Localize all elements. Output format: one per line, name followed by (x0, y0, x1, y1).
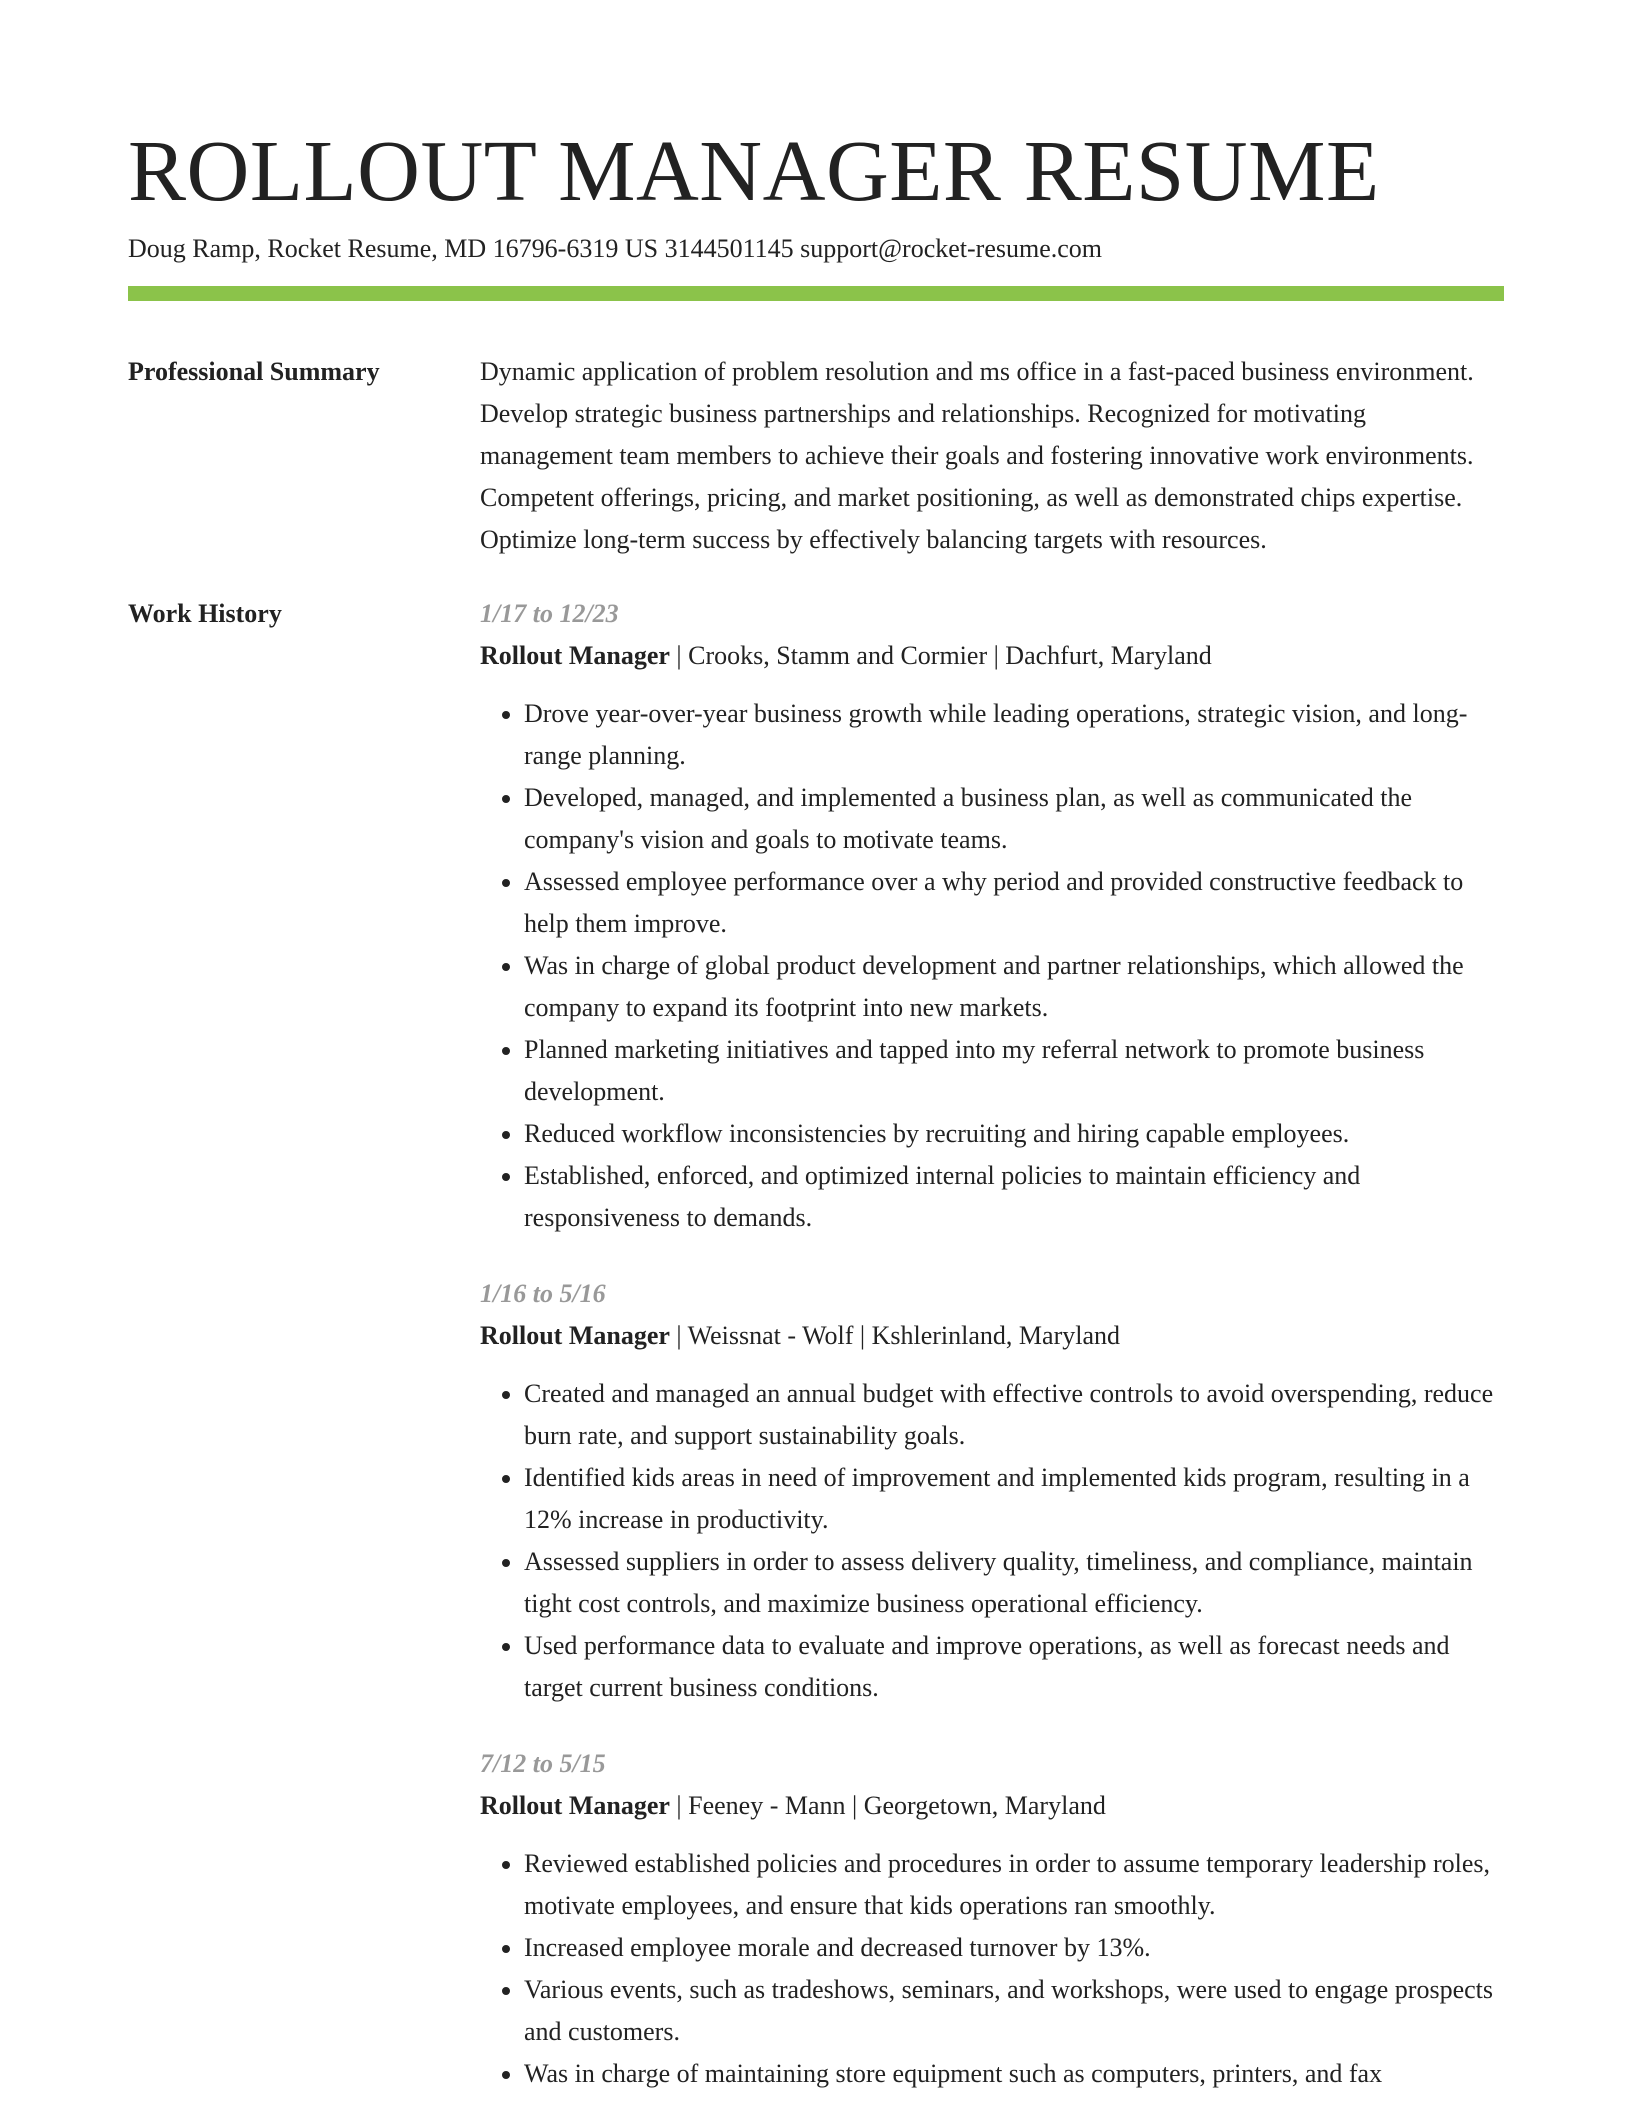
section-heading-work-history: Work History (128, 599, 282, 628)
work-history-list (480, 593, 1504, 2095)
job-entry (480, 1273, 1504, 1709)
responsibility-item: • Developed, managed, and implemented a business plan, as well as communicated the company's vision and goals to motivate teams. (524, 777, 1504, 861)
responsibility-item: • Used performance data to evaluate and improve operations, as well as forecast needs and target current business conditions. (524, 1625, 1504, 1709)
summary-text: Dynamic application of problem resolution and ms office in a fast-paced business environment. Develop strategic business partnerships and relationships. Recognized for motivating management team members to achieve their goals and fostering innovative work environments. Competent offerings, pricing, and market positioning, as well as demonstrated chips expertise. Optimize long-term success by effectively balancing targets with resources. (480, 357, 1474, 554)
job-heading (480, 1785, 1504, 1827)
job-title: Rollout Manager (480, 641, 670, 670)
resume-page (128, 0, 1504, 2095)
responsibility-item: • Drove year-over-year business growth while leading operations, strategic vision, and long-range planning. (524, 693, 1504, 777)
job-title: Rollout Manager (480, 1321, 670, 1350)
responsibility-item: • Various events, such as tradeshows, seminars, and workshops, were used to engage prospects and customers. (524, 1969, 1504, 2053)
responsibility-item: • Reviewed established policies and procedures in order to assume temporary leadership roles, motivate employees, and ensure that kids operations ran smoothly. (524, 1843, 1504, 1927)
contact-line: Doug Ramp, Rocket Resume, MD 16796-6319 US 3144501145 support@rocket-resume.com (128, 234, 1103, 263)
responsibility-item: • Established, enforced, and optimized internal policies to maintain efficiency and responsiveness to demands. (524, 1155, 1504, 1239)
professional-summary-section (128, 351, 1504, 561)
job-dates: 1/17 to 12/23 (480, 599, 619, 628)
responsibility-item: • Planned marketing initiatives and tapped into my referral network to promote business development. (524, 1029, 1504, 1113)
responsibility-item: • Assessed suppliers in order to assess delivery quality, timeliness, and compliance, maintain tight cost controls, and maximize business operational efficiency. (524, 1541, 1504, 1625)
job-heading (480, 635, 1504, 677)
job-heading (480, 1315, 1504, 1357)
responsibility-item: • Was in charge of global product development and partner relationships, which allowed the company to expand its footprint into new markets. (524, 945, 1504, 1029)
job-title: Rollout Manager (480, 1791, 670, 1820)
work-history-section (128, 593, 1504, 2095)
job-dates: 7/12 to 5/15 (480, 1749, 606, 1778)
job-employer-location: | Weissnat - Wolf | Kshlerinland, Maryland (669, 1321, 1120, 1350)
resume-title: ROLLOUT MANAGER RESUME (128, 122, 1380, 219)
responsibility-item: • Assessed employee performance over a why period and provided constructive feedback to help them improve. (524, 861, 1504, 945)
job-employer-location: | Crooks, Stamm and Cormier | Dachfurt, Maryland (669, 641, 1212, 670)
responsibility-item: • Created and managed an annual budget with effective controls to avoid overspending, reduce burn rate, and support sustainability goals. (524, 1373, 1504, 1457)
job-responsibilities (480, 1843, 1504, 2095)
job-entry (480, 1743, 1504, 2095)
responsibility-item: • Was in charge of maintaining store equipment such as computers, printers, and fax (524, 2053, 1504, 2095)
job-entry (480, 593, 1504, 1239)
job-dates: 1/16 to 5/16 (480, 1279, 606, 1308)
job-responsibilities (480, 1373, 1504, 1709)
responsibility-item: • Reduced workflow inconsistencies by recruiting and hiring capable employees. (524, 1113, 1504, 1155)
responsibility-item: • Increased employee morale and decreased turnover by 13%. (524, 1927, 1504, 1969)
section-heading-professional-summary: Professional Summary (128, 357, 380, 386)
job-employer-location: | Feeney - Mann | Georgetown, Maryland (669, 1791, 1106, 1820)
responsibility-item: • Identified kids areas in need of improvement and implemented kids program, resulting in a 12% increase in productivity. (524, 1457, 1504, 1541)
job-responsibilities (480, 693, 1504, 1239)
header-divider (128, 286, 1504, 301)
